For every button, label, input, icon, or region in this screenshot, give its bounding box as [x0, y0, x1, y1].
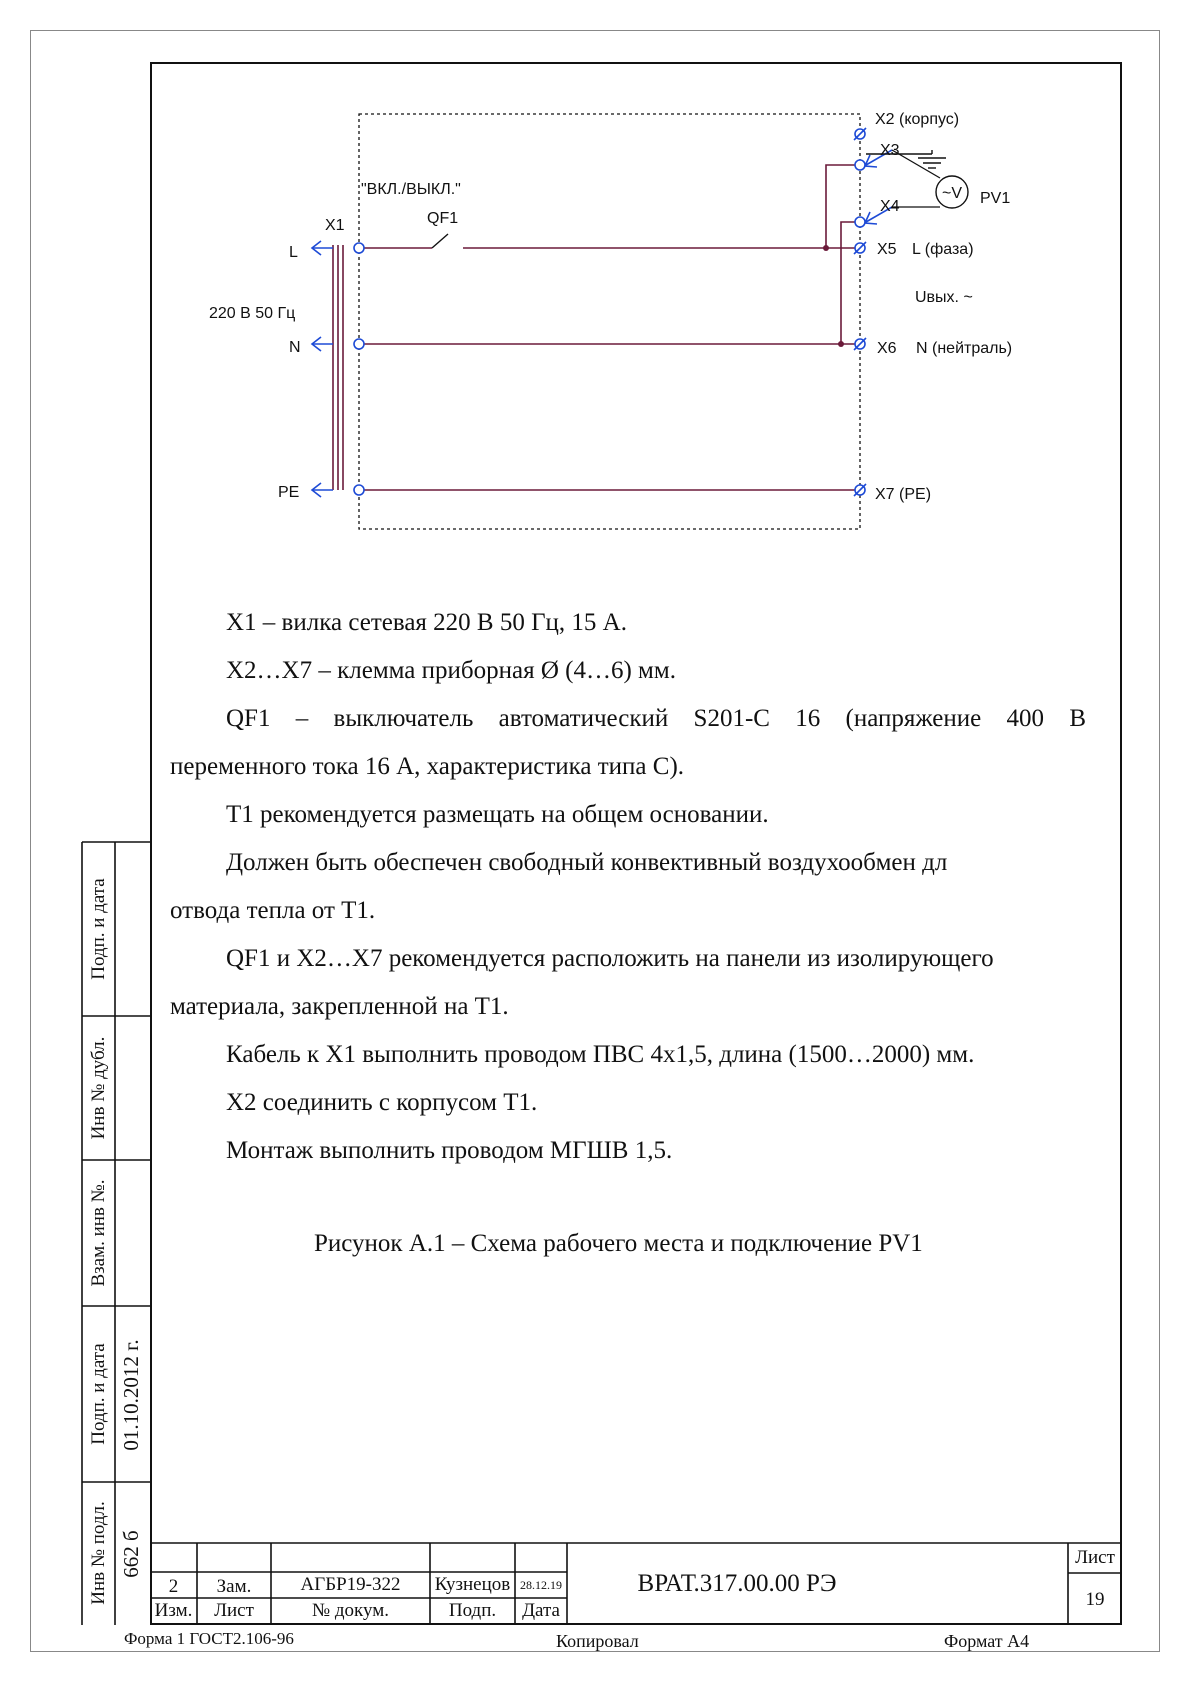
- paragraph-panel-line1: QF1 и X2…X7 рекомендуется расположить на панели из изолирующего: [226, 945, 994, 972]
- label-pe: PE: [278, 484, 300, 501]
- label-x1: X1: [325, 217, 345, 234]
- paragraph-qf1-line2: переменного тока 16 А, характеристика типа С).: [170, 753, 685, 780]
- tb-header-doc: № докум.: [311, 1600, 390, 1621]
- tb-sheet-number: 19: [1085, 1589, 1105, 1610]
- label-x5: X5: [877, 241, 897, 258]
- paragraph-air-line2: отвода тепла от T1.: [170, 897, 376, 924]
- paragraph-t1: T1 рекомендуется размещать на общем основании.: [226, 801, 769, 828]
- label-x6-desc: N (нейтраль): [916, 340, 1013, 357]
- side-podp-data-1: Подп. и дата: [88, 878, 109, 980]
- label-x7: X7 (PE): [875, 486, 932, 503]
- tb-doc-value: АГБР19-322: [300, 1574, 401, 1595]
- side-vzam-inv: Взам. инв №.: [88, 1179, 109, 1287]
- side-podp-data-2-value: 01.10.2012 г.: [119, 1339, 143, 1451]
- paragraph-panel-line2: материала, закрепленной на T1.: [170, 993, 509, 1020]
- tb-header-date: Дата: [522, 1600, 560, 1621]
- paragraph-x2-body: X2 соединить с корпусом T1.: [226, 1089, 538, 1116]
- side-inv-dubl: Инв № дубл.: [88, 1036, 109, 1140]
- side-podp-data-2: Подп. и дата: [88, 1343, 109, 1445]
- label-l: L: [289, 244, 298, 261]
- label-x5-desc: L (фаза): [912, 241, 974, 258]
- label-x2: X2 (корпус): [875, 111, 960, 128]
- paragraph-qf1-line1: QF1 – выключатель автоматический S201-C 16 (напряжение 400 В: [226, 705, 1086, 732]
- tb-designation: ВРАТ.317.00.00 РЭ: [637, 1570, 837, 1597]
- paragraph-wiring: Монтаж выполнить проводом МГШВ 1,5.: [226, 1137, 673, 1164]
- paragraph-cable: Кабель к X1 выполнить проводом ПВС 4x1,5, длина (1500…2000) мм.: [226, 1041, 975, 1068]
- tb-header-podp: Подп.: [448, 1600, 497, 1621]
- label-supply: 220 В 50 Гц: [209, 305, 296, 322]
- side-inv-podl: Инв № подл.: [88, 1501, 109, 1605]
- label-on-off: "ВКЛ./ВЫКЛ.": [361, 181, 461, 198]
- tb-sheet-label: Лист: [1075, 1547, 1115, 1568]
- label-pv1: PV1: [980, 190, 1011, 207]
- label-x4: X4: [880, 198, 900, 215]
- paragraph-x1: X1 – вилка сетевая 220 В 50 Гц, 15 А.: [226, 609, 627, 636]
- paragraph-air-line1: Должен быть обеспечен свободный конвективный воздухообмен дл: [226, 849, 948, 876]
- label-qf1: QF1: [427, 210, 459, 227]
- label-x3: X3: [880, 142, 900, 159]
- footer-copied: Копировал: [556, 1631, 639, 1651]
- tb-izm-value: 2: [168, 1576, 179, 1597]
- tb-header-izm: Изм.: [154, 1600, 193, 1621]
- tb-signer: Кузнецов: [434, 1574, 511, 1595]
- tb-header-list: Лист: [214, 1600, 254, 1621]
- tb-list-value: Зам.: [216, 1576, 252, 1597]
- side-inv-podl-value: 662 б: [119, 1530, 143, 1578]
- footer-form: Форма 1 ГОСТ2.106-96: [124, 1629, 294, 1648]
- paragraph-x2-x7: X2…X7 – клемма приборная Ø (4…6) мм.: [226, 657, 676, 684]
- label-x6: X6: [877, 340, 897, 357]
- figure-caption: Рисунок А.1 – Схема рабочего места и подключение PV1: [314, 1230, 923, 1257]
- label-uout: Uвых. ~: [915, 289, 973, 306]
- tb-date-value: 28.12.19: [520, 1578, 562, 1592]
- voltmeter-label: ~V: [941, 185, 963, 202]
- label-n: N: [289, 339, 301, 356]
- footer-format: Формат А4: [944, 1631, 1030, 1651]
